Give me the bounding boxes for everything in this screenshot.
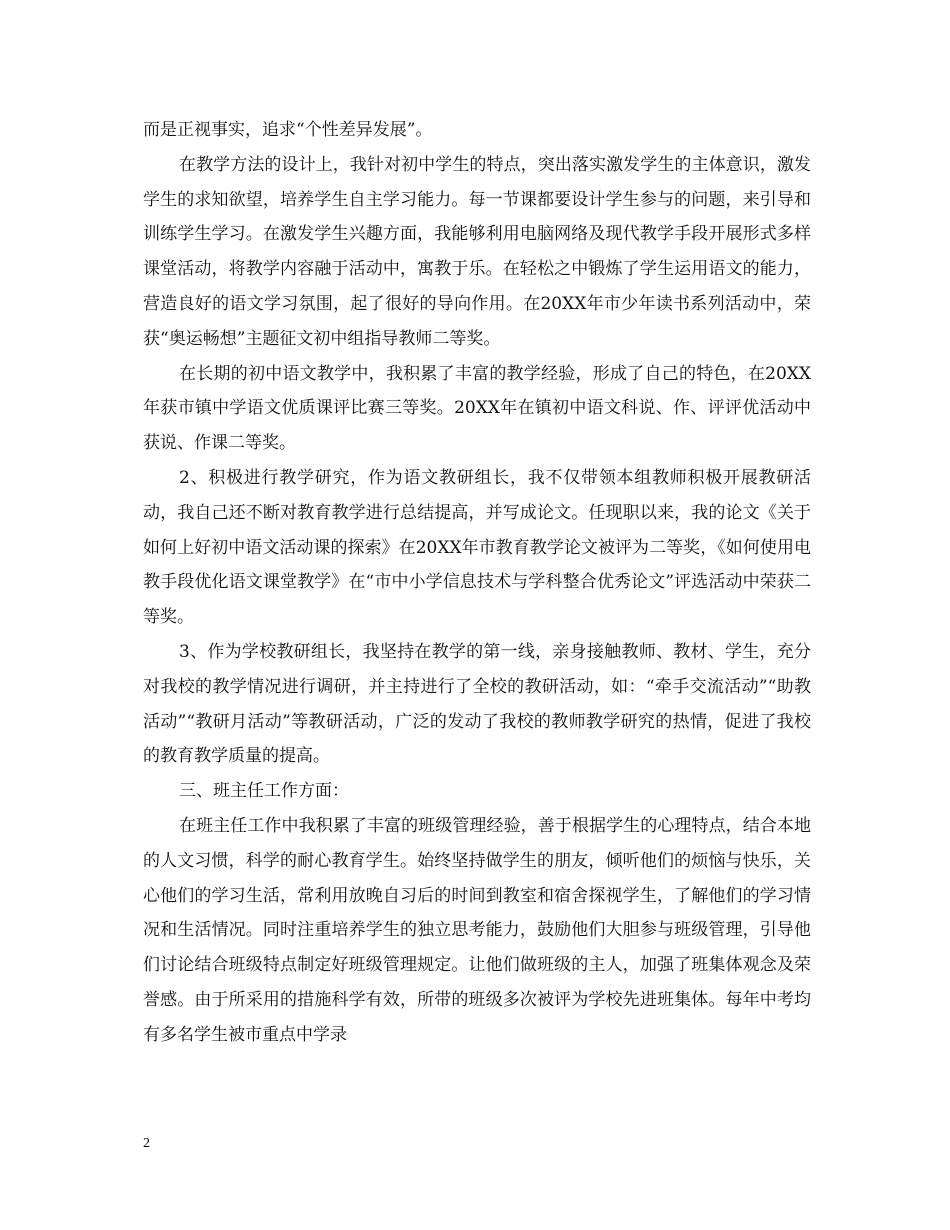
paragraph-teaching-methods: 在教学方法的设计上，我针对初中学生的特点，突出落实激发学生的主体意识，激发学生的求知欲望，培养学生自主学习能力。每一节课都要设计学生参与的问题，来引导和训练学生学习。在激发学生兴趣方面，我能够利用电脑网络及现代教学手段开展形式多样课堂活动，将教学内容融于活动中，寓教于乐。在轻松之中锻炼了学生运用语文的能力，营造良好的语文学习氛围，起了很好的导向作用。在20XX年市少年读书系列活动中，荣获“奥运畅想”主题征文初中组指导教师二等奖。	[143, 154, 811, 349]
paragraph-research-group-leader: 3、作为学校教研组长，我坚持在教学的第一线，亲身接触教师、教材、学生，充分对我校的教学情况进行调研，并主持进行了全校的教研活动，如：“牵手交流活动”“助教活动”“教研月活动”等教研活动，广泛的发动了我校的教师教学研究的热情，促进了我校的教育教学质量的提高。	[143, 641, 811, 767]
document-body	[143, 113, 811, 1053]
section-heading-class-teacher: 三、班主任工作方面：	[179, 781, 349, 802]
paragraph-teaching-experience: 在长期的初中语文教学中，我积累了丰富的教学经验，形成了自己的特色，在20XX年获市镇中学语文优质课评比赛三等奖。20XX年在镇初中语文科说、作、评评优活动中获说、作课二等奖。	[143, 363, 811, 454]
page-number: 2	[143, 1136, 150, 1151]
paragraph-class-teacher-work: 在班主任工作中我积累了丰富的班级管理经验，善于根据学生的心理特点，结合本地的人文习惯，科学的耐心教育学生。始终坚持做学生的朋友，倾听他们的烦恼与快乐，关心他们的学习生活，常利用放晚自习后的时间到教室和宿舍探视学生，了解他们的学习情况和生活情况。同时注重培养学生的独立思考能力，鼓励他们大胆参与班级管理，引导他们讨论结合班级特点制定好班级管理规定。让他们做班级的主人，加强了班集体观念及荣誉感。由于所采用的措施科学有效，所带的班级多次被评为学校先进班集体。每年中考均有多名学生被市重点中学录	[143, 815, 811, 1045]
paragraph-continuation: 而是正视事实，追求“个性差异发展”。	[143, 120, 433, 140]
paragraph-teaching-research: 2、积极进行教学研究，作为语文教研组长，我不仅带领本组教师积极开展教研活动，我自己还不断对教育教学进行总结提高，并写成论文。任现职以来，我的论文《关于如何上好初中语文活动课的探索》在20XX年市教育教学论文被评为二等奖，《如何使用电教手段优化语文课堂教学》在“市中小学信息技术与学科整合优秀论文”评选活动中荣获二等奖。	[143, 467, 811, 628]
